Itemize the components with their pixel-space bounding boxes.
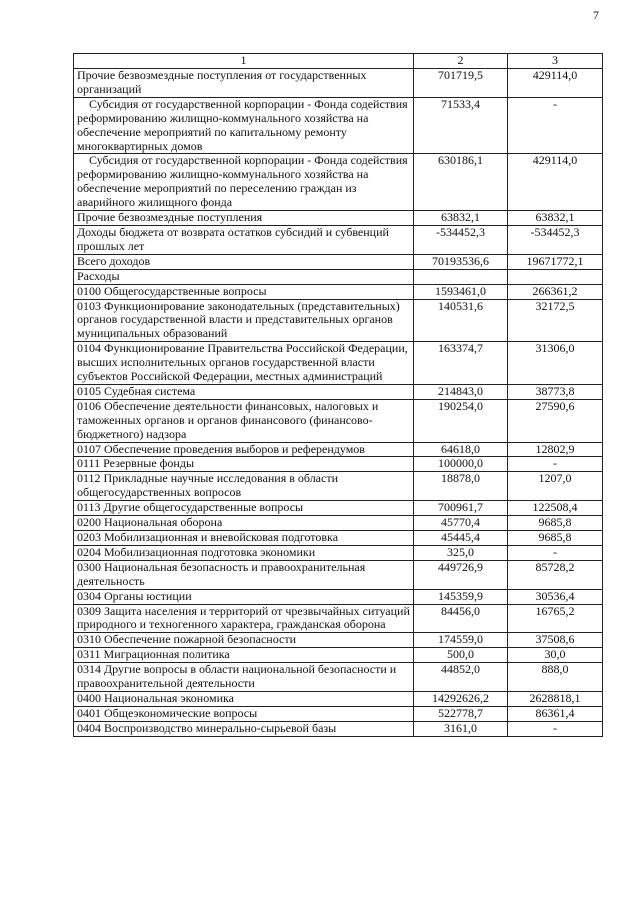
table-row [74, 284, 603, 299]
row-label: 0300 Национальная безопасность и правоохранительная деятельность [74, 560, 414, 589]
row-value-column-2: 190254,0 [414, 399, 508, 442]
table-row [74, 254, 603, 269]
row-value-column-2: 449726,9 [414, 560, 508, 589]
row-label: 0112 Прикладные научные исследования в области общегосударственных вопросов [74, 472, 414, 501]
row-value-column-2: 174559,0 [414, 633, 508, 648]
row-value-column-2: -534452,3 [414, 225, 508, 254]
row-value-column-2 [414, 269, 508, 284]
budget-table [73, 53, 603, 737]
table-row [74, 516, 603, 531]
row-label: 0204 Мобилизационная подготовка экономики [74, 545, 414, 560]
table-row [74, 97, 603, 154]
table-row [74, 560, 603, 589]
table-row [74, 154, 603, 211]
row-value-column-2: 84456,0 [414, 604, 508, 633]
row-value-column-2: 214843,0 [414, 384, 508, 399]
row-label: 0104 Функционирование Правительства Российской Федерации, высших исполнительных органов государственной власти субъектов Российской Федерации, местных администраций [74, 342, 414, 385]
row-value-column-3: 85728,2 [508, 560, 603, 589]
row-value-column-2: 70193536,6 [414, 254, 508, 269]
row-value-column-3: 266361,2 [508, 284, 603, 299]
row-value-column-2: 145359,9 [414, 589, 508, 604]
table-row [74, 648, 603, 663]
row-label: Доходы бюджета от возврата остатков субсидий и субвенций прошлых лет [74, 225, 414, 254]
row-label: Субсидия от государственной корпорации - Фонда содействия реформированию жилищно-коммунального хозяйства на обеспечение мероприятий по переселению граждан из аварийного жилищного фонда [74, 154, 414, 211]
row-value-column-3: 31306,0 [508, 342, 603, 385]
column-header-2: 2 [414, 54, 508, 69]
row-value-column-3: - [508, 97, 603, 154]
row-label: 0400 Национальная экономика [74, 691, 414, 706]
row-value-column-2: 163374,7 [414, 342, 508, 385]
row-value-column-3: 19671772,1 [508, 254, 603, 269]
row-value-column-3: 37508,6 [508, 633, 603, 648]
row-label: 0304 Органы юстиции [74, 589, 414, 604]
row-value-column-3: 32172,5 [508, 299, 603, 342]
table-row [74, 399, 603, 442]
row-value-column-3: - [508, 721, 603, 736]
row-value-column-2: 45445,4 [414, 531, 508, 546]
row-label: 0310 Обеспечение пожарной безопасности [74, 633, 414, 648]
table-row [74, 69, 603, 98]
table-row [74, 269, 603, 284]
table-row [74, 663, 603, 692]
row-value-column-3: 1207,0 [508, 472, 603, 501]
row-value-column-2: 100000,0 [414, 457, 508, 472]
row-value-column-2: 3161,0 [414, 721, 508, 736]
table-row [74, 721, 603, 736]
row-value-column-3: 30,0 [508, 648, 603, 663]
row-value-column-3: 888,0 [508, 663, 603, 692]
row-value-column-2: 630186,1 [414, 154, 508, 211]
row-label: Расходы [74, 269, 414, 284]
table-row [74, 384, 603, 399]
row-label: 0404 Воспроизводство минерально-сырьевой базы [74, 721, 414, 736]
row-value-column-3: - [508, 545, 603, 560]
row-value-column-2: 701719,5 [414, 69, 508, 98]
row-value-column-2: 1593461,0 [414, 284, 508, 299]
table-header-row [74, 54, 603, 69]
row-value-column-2: 64618,0 [414, 442, 508, 457]
row-label: 0105 Судебная система [74, 384, 414, 399]
row-value-column-3: -534452,3 [508, 225, 603, 254]
row-label: 0203 Мобилизационная и вневойсковая подготовка [74, 531, 414, 546]
row-value-column-3: 429114,0 [508, 154, 603, 211]
table-row [74, 442, 603, 457]
table-row [74, 633, 603, 648]
row-value-column-3: 429114,0 [508, 69, 603, 98]
table-row [74, 589, 603, 604]
table-row [74, 604, 603, 633]
row-label: 0200 Национальная оборона [74, 516, 414, 531]
column-header-3: 3 [508, 54, 603, 69]
row-label: Прочие безвозмездные поступления [74, 211, 414, 226]
row-value-column-2: 700961,7 [414, 501, 508, 516]
row-value-column-2: 71533,4 [414, 97, 508, 154]
row-value-column-3: 38773,8 [508, 384, 603, 399]
row-label: 0401 Общеэкономические вопросы [74, 706, 414, 721]
page-number: 7 [593, 8, 599, 22]
row-value-column-2: 14292626,2 [414, 691, 508, 706]
table-row [74, 299, 603, 342]
row-label: 0100 Общегосударственные вопросы [74, 284, 414, 299]
row-value-column-3: 2628818,1 [508, 691, 603, 706]
row-value-column-3: 9685,8 [508, 531, 603, 546]
row-value-column-3: 86361,4 [508, 706, 603, 721]
row-value-column-2: 500,0 [414, 648, 508, 663]
column-header-1: 1 [74, 54, 414, 69]
row-value-column-3: 122508,4 [508, 501, 603, 516]
table-row [74, 531, 603, 546]
row-value-column-2: 18878,0 [414, 472, 508, 501]
row-value-column-3 [508, 269, 603, 284]
table-row [74, 342, 603, 385]
table-row [74, 501, 603, 516]
row-value-column-2: 63832,1 [414, 211, 508, 226]
row-label: 0111 Резервные фонды [74, 457, 414, 472]
row-label: 0107 Обеспечение проведения выборов и референдумов [74, 442, 414, 457]
row-label: 0103 Функционирование законодательных (представительных) органов государственной власти и представительных органов муниципальных образований [74, 299, 414, 342]
table-row [74, 472, 603, 501]
table-row [74, 211, 603, 226]
row-value-column-3: 63832,1 [508, 211, 603, 226]
row-value-column-3: 30536,4 [508, 589, 603, 604]
row-label: 0113 Другие общегосударственные вопросы [74, 501, 414, 516]
row-value-column-3: 16765,2 [508, 604, 603, 633]
row-value-column-2: 522778,7 [414, 706, 508, 721]
row-label: 0309 Защита населения и территорий от чрезвычайных ситуаций природного и техногенного характера, гражданская оборона [74, 604, 414, 633]
row-label: Прочие безвозмездные поступления от государственных организаций [74, 69, 414, 98]
row-value-column-2: 45770,4 [414, 516, 508, 531]
table-row [74, 545, 603, 560]
table-row [74, 706, 603, 721]
row-label: 0314 Другие вопросы в области национальной безопасности и правоохранительной деятельности [74, 663, 414, 692]
row-label: 0106 Обеспечение деятельности финансовых, налоговых и таможенных органов и органов финансового (финансово-бюджетного) надзора [74, 399, 414, 442]
row-label: 0311 Миграционная политика [74, 648, 414, 663]
row-value-column-2: 140531,6 [414, 299, 508, 342]
row-value-column-3: 12802,9 [508, 442, 603, 457]
table-row [74, 225, 603, 254]
row-value-column-2: 325,0 [414, 545, 508, 560]
row-label: Субсидия от государственной корпорации - Фонда содействия реформированию жилищно-коммунального хозяйства на обеспечение мероприятий по капитальному ремонту многоквартирных домов [74, 97, 414, 154]
row-value-column-3: 9685,8 [508, 516, 603, 531]
table-row [74, 691, 603, 706]
row-value-column-2: 44852,0 [414, 663, 508, 692]
row-label: Всего доходов [74, 254, 414, 269]
table-row [74, 457, 603, 472]
row-value-column-3: - [508, 457, 603, 472]
row-value-column-3: 27590,6 [508, 399, 603, 442]
